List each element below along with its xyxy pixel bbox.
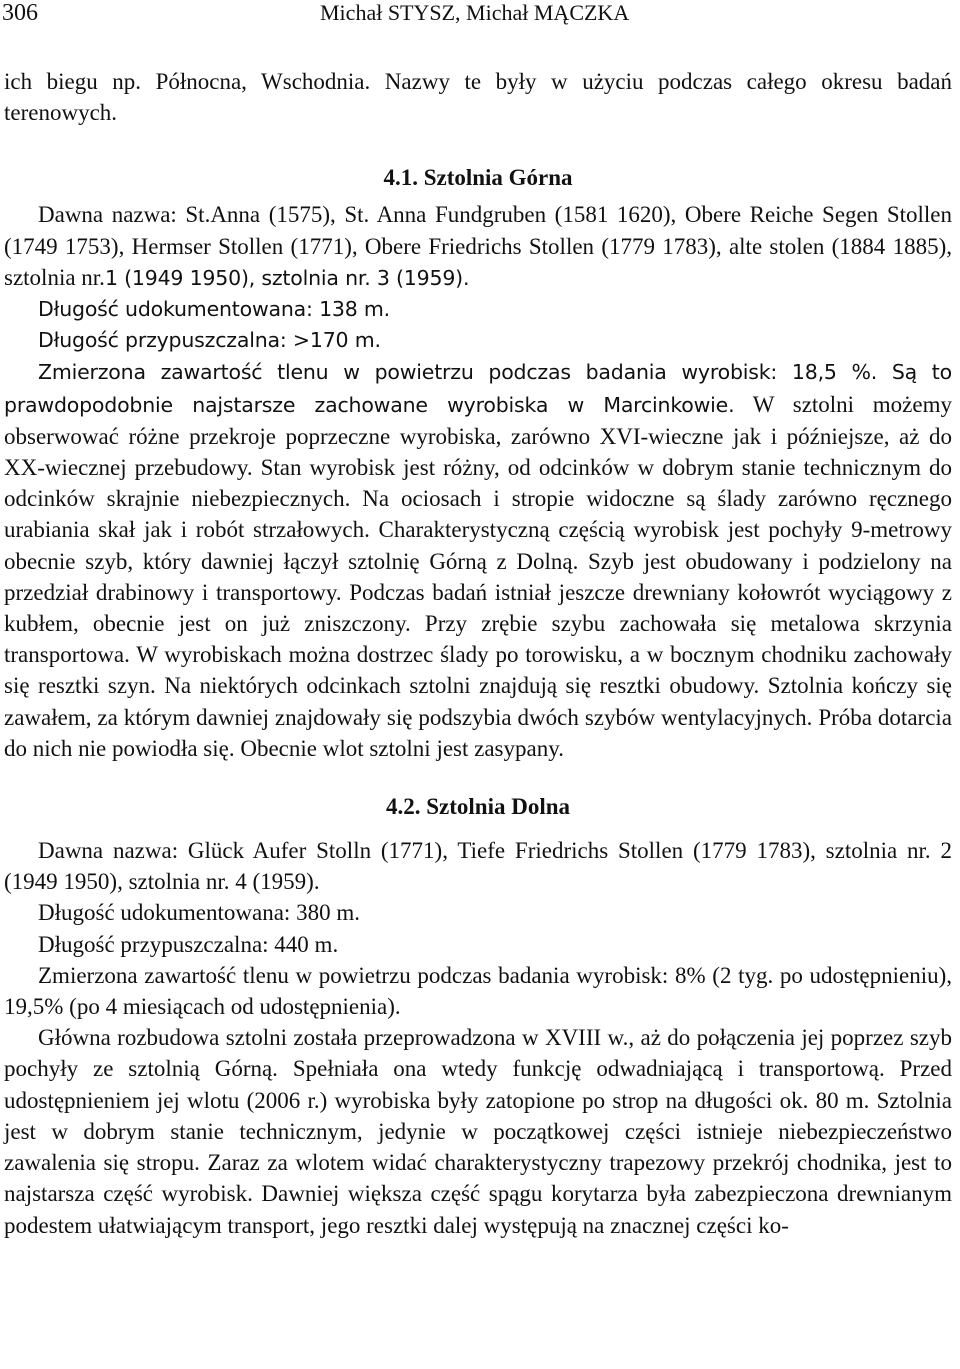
- oxygen-measurement: Zmierzona zawartość tlenu w powietrzu podczas badania wyrobisk: 8% (2 tyg. po udostępnieniu), 19,5% (po 4 miesiącach od udostępnienia).: [4, 962, 952, 1020]
- running-header: [0, 0, 960, 26]
- documented-length: Długość udokumentowana: 138 m.: [38, 297, 390, 322]
- section-heading-sztolnia-gorna: 4.1. Sztolnia Górna: [383, 165, 573, 191]
- former-names-text: Dawna nazwa: St.Anna (1575), St. Anna Fundgruben (1581 1620), Obere Reiche Segen Stollen (1749 1753), Hermser Stollen (1771), Obere Friedrichs Stollen (1779 1783), alte stolen (1884 1885), sztolnia nr.: [4, 202, 952, 290]
- page-number: 306: [2, 0, 38, 26]
- oxygen-measurement: Zmierzona zawartość tlenu w powietrzu podczas badania wyrobisk: 18,5 %. Są to prawdopodobnie najstarsze zachowane wyrobiska w Marcinkowie.: [4, 360, 952, 417]
- running-header-authors: Michał STYSZ, Michał MĄCZKA: [320, 0, 630, 25]
- description-paragraph: [4, 356, 952, 764]
- former-names-text-continued: 1 (1949 1950), sztolnia nr. 3 (1959).: [104, 265, 470, 290]
- former-names-paragraph: [4, 199, 952, 294]
- estimated-length: Długość przypuszczalna: 440 m.: [38, 931, 339, 957]
- body-text: [4, 66, 952, 1241]
- description-text: W sztolni możemy obserwować różne przekroje poprzeczne wyrobiska, zarówno XVI-wieczne jak i późniejsze, aż do XX-wiecznej przebudowy. Stan wyrobisk jest różny, od odcinków w dobrym stanie technicznym do odcinków skrajnie niebezpiecznych. Na ociosach i stropie widoczne są ślady zarówno ręcznego urabiania skał jak i robót strzałowych. Charakterystyczną częścią wyrobisk jest pochyły 9-metrowy obecnie szyb, który dawniej łączył sztolnię Górną z Dolną. Szyb jest obudowany i podzielony na przedział drabinowy i transportowy. Podczas badań istniał jeszcze drewniany kołowrót wyciągowy z kubłem, obecnie jest on już zniszczony. Przy zrębie szybu zachowała się metalowa skrzynia transportowa. W wyrobiskach można dostrzec ślady po torowisku, a w bocznym chodniku zachowały się resztki szyn. Na niektórych odcinkach sztolni znajdują się resztki obudowy. Sztolnia kończy się zawałem, za którym dawniej znajdowały się podszybia dwóch szybów wentylacyjnych. Próba dotarcia do nich nie powiodła się. Obecnie wlot sztolni jest zasypany.: [4, 391, 952, 761]
- description-paragraph: Główna rozbudowa sztolni została przeprowadzona w XVIII w., aż do połączenia jej poprzez szyb pochyły ze sztolnią Górną. Spełniała ona wtedy funkcję odwadniającą i transportową. Przed udostępnieniem jej wlotu (2006 r.) wyrobiska były zatopione po strop na długości ok. 80 m. Sztolnia jest w dobrym stanie technicznym, jedynie w początkowej części istnieje niebezpieczeństwo zawalenia się stropu. Zaraz za wlotem widać charakterystyczny trapezowy przekrój chodnika, jest to najstarsza część wyrobisk. Dawniej większa część spągu korytarza była zabezpieczona drewnianym podestem ułatwiającym transport, jego resztki dalej występują na znacznej części ko-: [4, 1025, 952, 1238]
- estimated-length: Długość przypuszczalna: >170 m.: [38, 328, 381, 353]
- intro-paragraph: ich biegu np. Północna, Wschodnia. Nazwy te były w użyciu podczas całego okresu badań terenowych.: [4, 69, 952, 126]
- documented-length: Długość udokumentowana: 380 m.: [38, 900, 360, 926]
- section-heading-sztolnia-dolna: 4.2. Sztolnia Dolna: [385, 794, 571, 820]
- former-names-paragraph: Dawna nazwa: Glück Aufer Stolln (1771), Tiefe Friedrichs Stollen (1779 1783), sztolnia nr. 2 (1949 1950), sztolnia nr. 4 (1959).: [4, 838, 952, 895]
